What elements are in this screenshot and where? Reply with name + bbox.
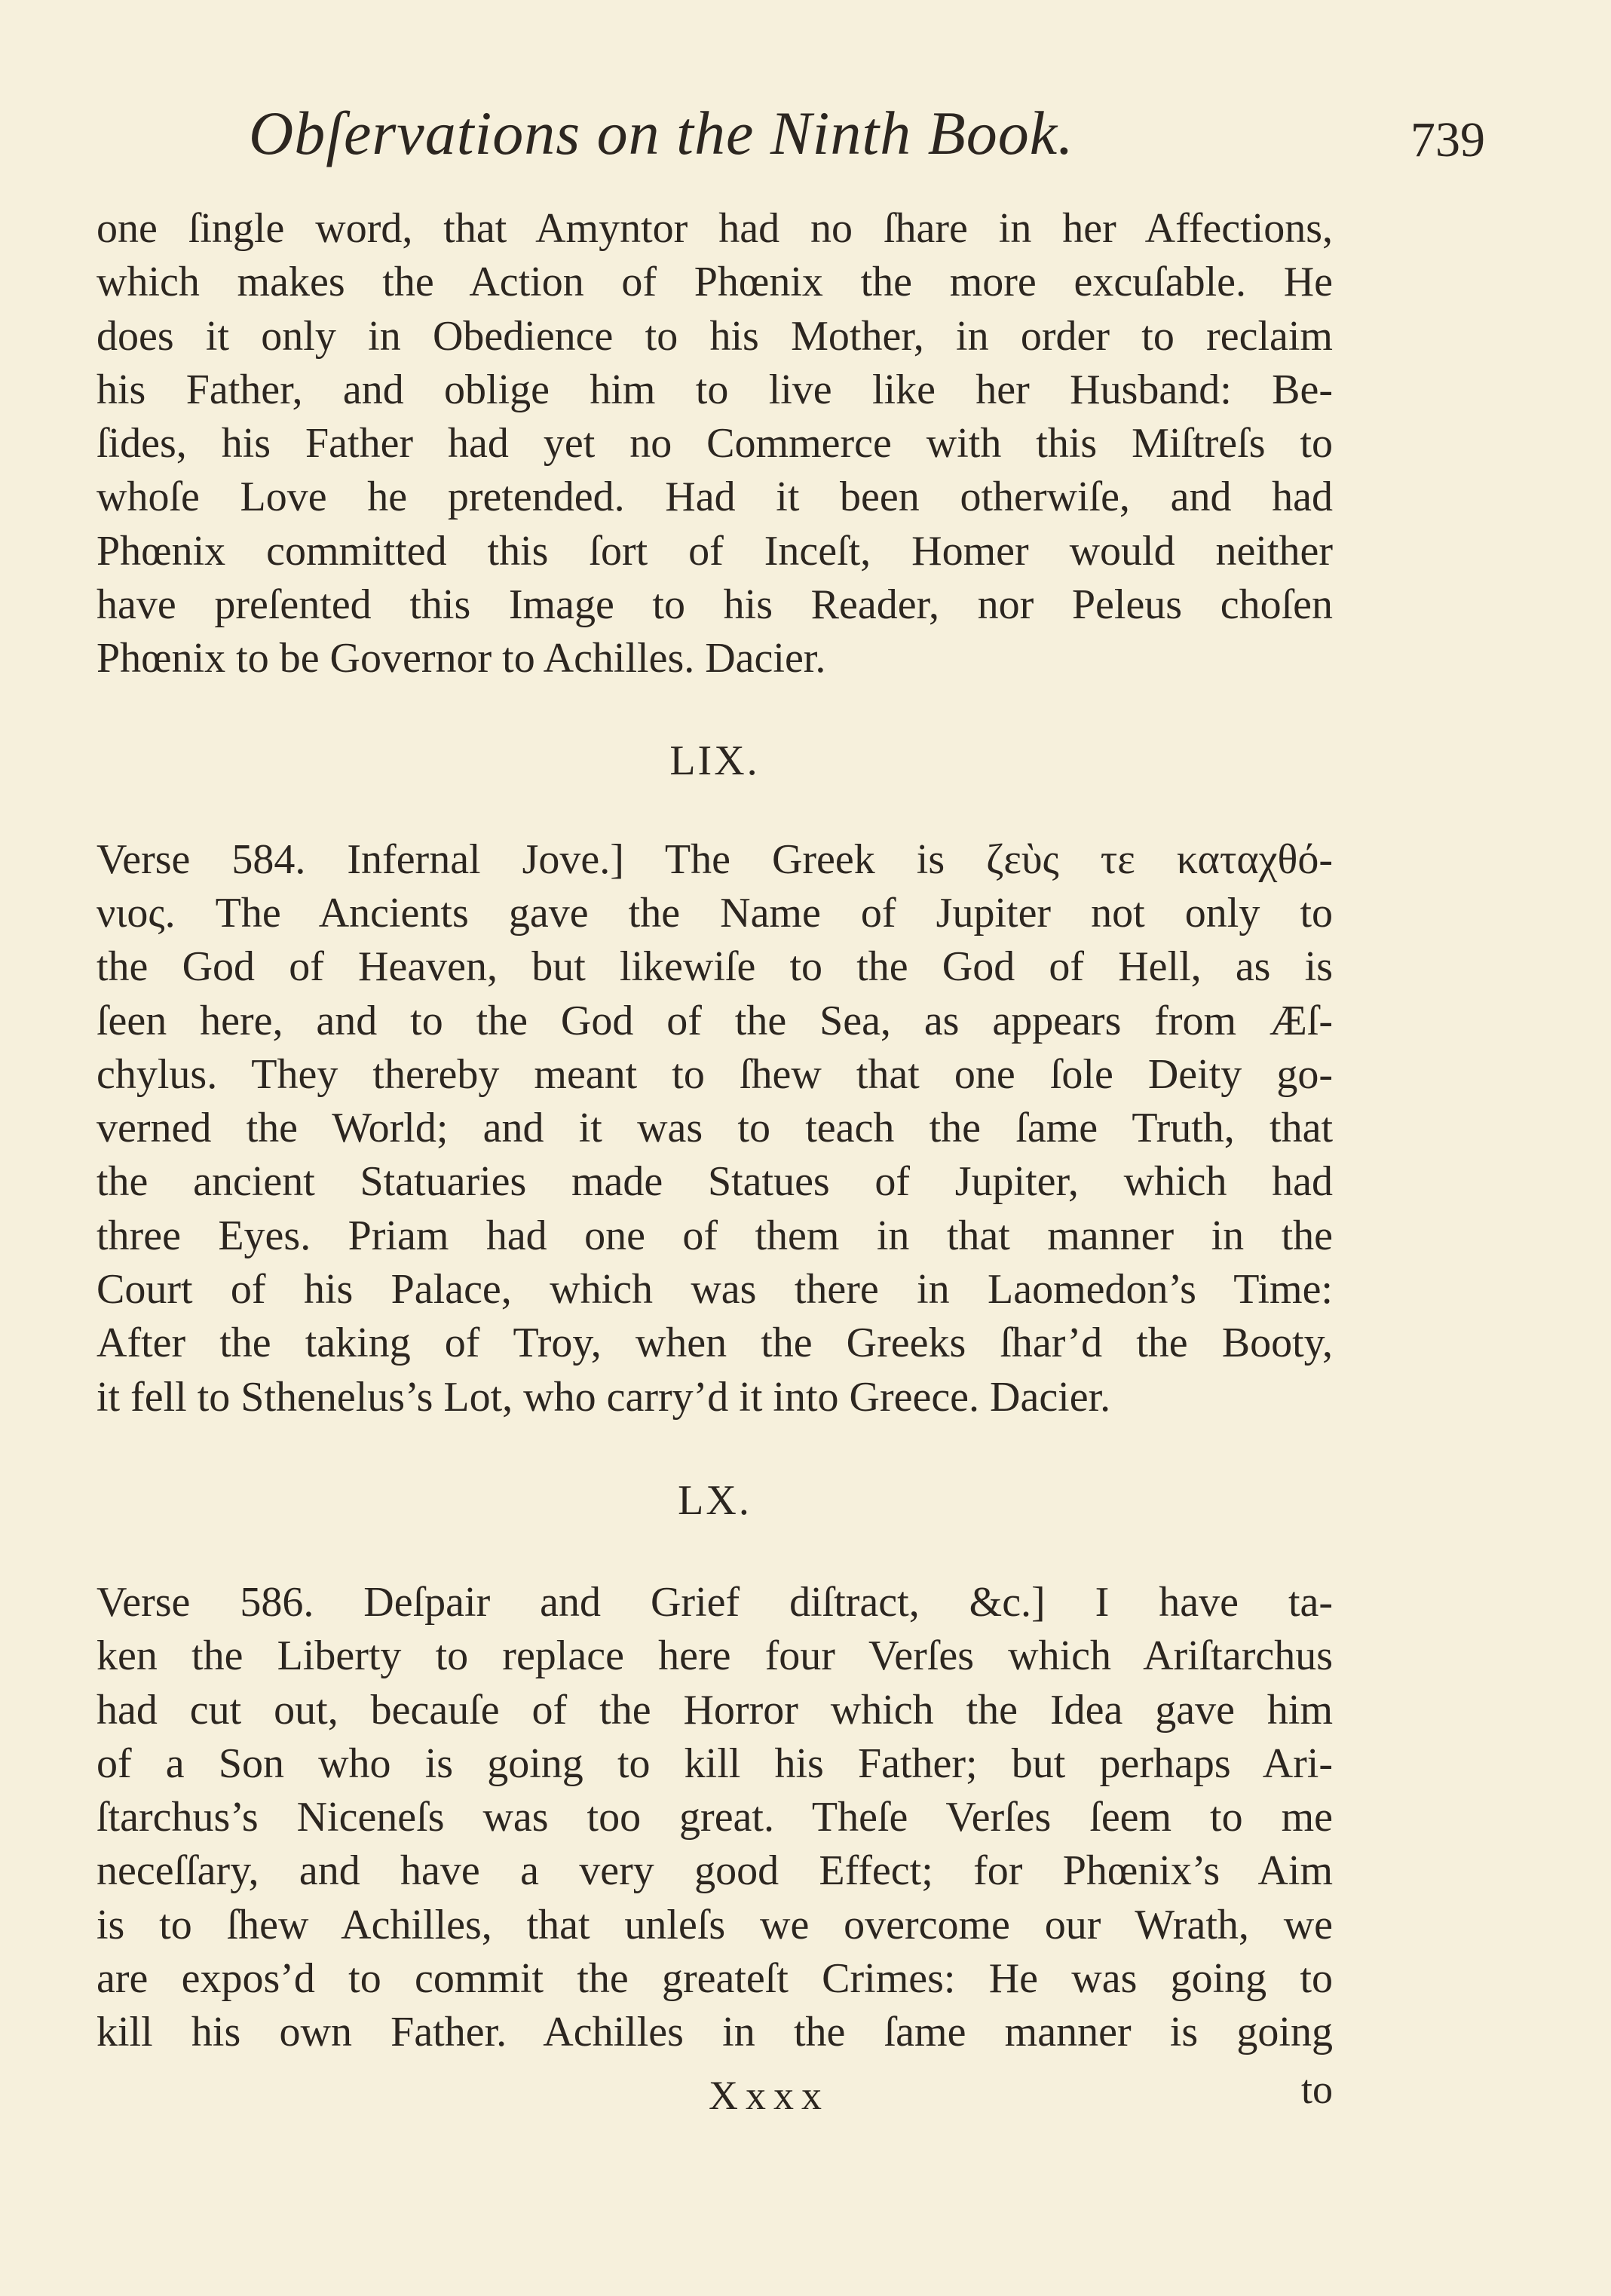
text-line: ſtarchus’s Niceneſs was too great. Theſe Verſes ſeem to me (96, 1794, 1333, 1841)
text-line: of a Son who is going to kill his Father; but perhaps Ari- (96, 1740, 1333, 1787)
text-line: Verse 586. Deſpair and Grief diſtract, &c.] I have ta- (96, 1578, 1333, 1626)
text-line: ſides, his Father had yet no Commerce with this Miſtreſs to (96, 420, 1333, 467)
text-line: are expos’d to commit the greateſt Crimes: He was going to (96, 1955, 1333, 2003)
text-line: it fell to Sthenelus’s Lot, who carry’d it into Greece. Dacier. (96, 1373, 1111, 1421)
text-line: kill his own Father. Achilles in the ſame manner is going (96, 2009, 1333, 2056)
text-line: Phœnix committed this ſort of Inceſt, Homer would neither (96, 527, 1333, 575)
text-line: Verse 584. Infernal Jove.] The Greek is ζεὺς τε καταχθό- (96, 835, 1333, 883)
page-footer (96, 2067, 1333, 2129)
text-line: Phœnix to be Governor to Achilles. Dacier. (96, 635, 826, 682)
text-line: does it only in Obedience to his Mother, in order to reclaim (96, 312, 1333, 360)
text-line: Court of his Palace, which was there in Laomedon’s Time: (96, 1266, 1333, 1314)
text-line: neceſſary, and have a very good Effect; for Phœnix’s Aim (96, 1847, 1333, 1895)
text-line: the God of Heaven, but likewiſe to the God of Hell, as is (96, 943, 1333, 991)
section-heading-lix: LIX. (669, 737, 760, 784)
text-line: his Father, and oblige him to live like her Husband: Be- (96, 366, 1333, 413)
signature-mark: Xxxx (709, 2073, 829, 2118)
running-title: Obſervations on the Ninth Book. (249, 99, 1074, 167)
text-line: νιος. The Ancients gave the Name of Jupiter not only to (96, 889, 1333, 936)
note-verse-586 (96, 1576, 1333, 2060)
text-line: whoſe Love he pretended. Had it been otherwiſe, and had (96, 474, 1333, 521)
running-head (249, 98, 1485, 181)
text-line: ſeen here, and to the God of the Sea, as appears from Æſ- (96, 997, 1333, 1044)
text-line: the ancient Statuaries made Statues of Jupiter, which had (96, 1158, 1333, 1206)
catchword: to (1300, 2067, 1333, 2112)
text-line: had cut out, becauſe of the Horror which the Idea gave him (96, 1686, 1333, 1733)
text-line: have preſented this Image to his Reader, nor Peleus choſen (96, 581, 1333, 629)
text-line: verned the World; and it was to teach the ſame Truth, that (96, 1105, 1333, 1152)
text-line: After the taking of Troy, when the Greeks ſhar’d the Booty, (96, 1320, 1333, 1367)
text-line: three Eyes. Priam had one of them in that manner in the (96, 1212, 1333, 1259)
section-heading-lx: LX. (678, 1476, 752, 1524)
text-line: chylus. They thereby meant to ſhew that one ſole Deity go- (96, 1050, 1333, 1098)
text-line: ken the Liberty to replace here four Verſes which Ariſtarchus (96, 1632, 1333, 1680)
text-line: which makes the Action of Phœnix the more excuſable. He (96, 259, 1333, 306)
note-verse-584 (96, 833, 1333, 1424)
page-number: 739 (1410, 112, 1485, 167)
text-line: one ſingle word, that Amyntor had no ſhare in her Affections, (96, 205, 1333, 252)
text-line: is to ſhew Achilles, that unleſs we overcome our Wrath, we (96, 1901, 1333, 1948)
paragraph-continuation (96, 202, 1333, 686)
body-text (96, 202, 1333, 2060)
